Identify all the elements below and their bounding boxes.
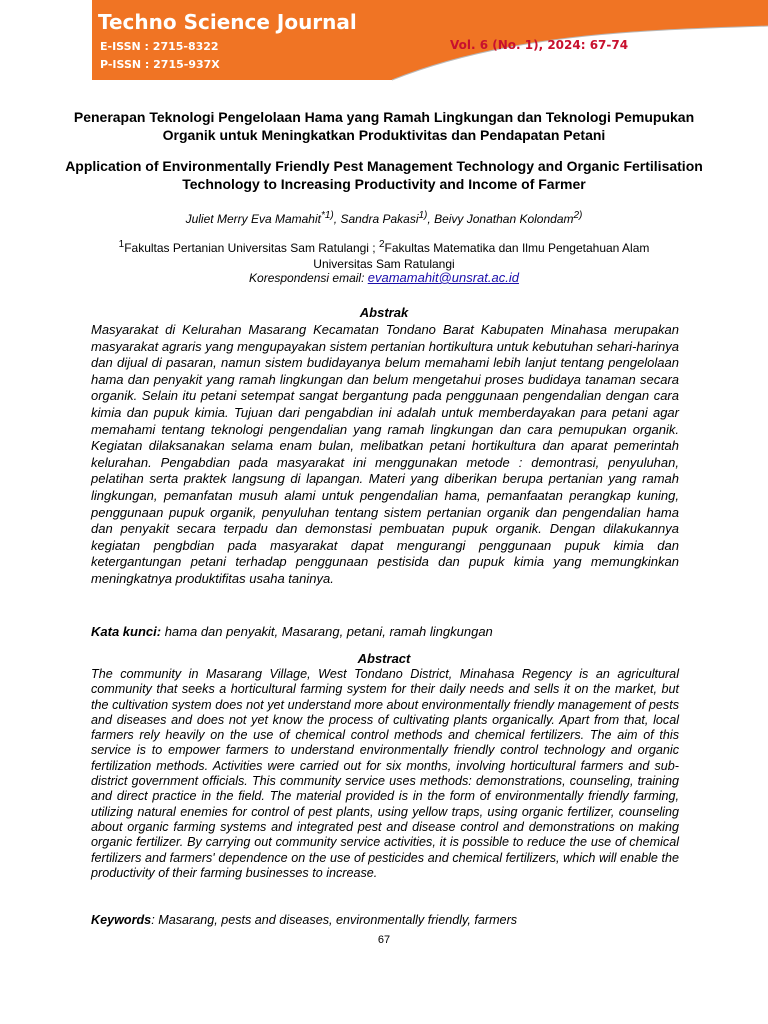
journal-name: Techno Science Journal (98, 10, 357, 34)
article-title-english: Application of Environmentally Friendly Pest Management Technology and Organic Fertilisation Technology to Increasing Productivity and Income of Farmer (65, 158, 703, 192)
kata-kunci-label: Kata kunci: (91, 624, 162, 639)
author-name: Beivy Jonathan Kolondam (434, 212, 574, 226)
keywords-line (91, 913, 691, 927)
affiliation-text: Fakultas Matematika dan Ilmu Pengetahuan Alam Universitas Sam Ratulangi (313, 241, 650, 271)
eissn-label: E-ISSN : 2715-8322 (100, 40, 219, 53)
abstract-body: The community in Masarang Village, West Tondano District, Minahasa Regency is an agricultural community that seeks a horticultural farming system for their daily needs and sells it on the market, but the cultivation system does not yet understand more about environmentally friendly management of pests and diseases and does not yet know the process of cultivating plants organically. Apart from that, local farmers rely heavily on the use of chemical control methods and chemical fertilizers. The aim of this service is to empower farmers to understand environmentally friendly control technology and organic fertilization methods. Activities were carried out for six months, involving horticultural farmers and sub-district government officials. This community service uses methods: demonstrations, counseling, training and direct practice in the field. The material provided is in the form of environmentally friendly farming, utilizing natural enemies for control of pest plants, using yellow traps, using organic fertilizer, counseling about organic farming systems and integrated pest and disease control and demonstrations on making organic fertilizer. By carrying out community service activities, it is possible to reduce the use of chemical fertilizers and farmers' dependence on the use of pesticides and chemical fertilizers, which will enable the productivity of their farming businesses to increase. (91, 667, 679, 880)
kata-kunci-line (91, 624, 691, 639)
affiliations (90, 237, 678, 272)
article-title-indonesian: Penerapan Teknologi Pengelolaan Hama yang Ramah Lingkungan dan Teknologi Pemupukan Organik untuk Meningkatkan Produktivitas dan Pendapatan Petani (73, 109, 695, 143)
affiliation-text: Fakultas Pertanian Universitas Sam Ratulangi ; (124, 241, 379, 255)
abstract-heading: Abstract (357, 651, 411, 666)
affiliation-sup: 1 (118, 239, 125, 250)
abstrak-body: Masyarakat di Kelurahan Masarang Kecamatan Tondano Barat Kabupaten Minahasa merupakan masyarakat agraris yang mengupayakan sistem pertanian hortikultura untuk kebutuhan sehari-harinya dan dijual di pasaran, namun sistem budidayanya belum memahami lebih lanjut tentang pengelolaan hama dan penyakit yang ramah lingkungan dan belum mengetahui proses budidaya tanaman secara organik. Selain itu petani setempat sangat bergantung pada penggunaan pengendalian dengan cara kimia dan pupuk kimia. Tujuan dari pengabdian ini adalah untuk memberdayakan para petani agar memahami tentang teknologi pengendalian yang ramah lingkungan dan cara pemupukan organik. Kegiatan dilaksanakan selama enam bulan, melibatkan petani hortikultura dan aparat pemerintah kelurahan. Pengabdian pada masyarakat ini menggunakan metode : demontrasi, penyuluhan, pelatihan serta praktek langsung di lapangan. Materi yang diberikan berupa pertanian yang ramah lingkungan, pemanfatan musuh alami untuk pengendalian hama, pemanfaatan perangkap kuning, penggunaan pupuk organik, penyuluhan tentang sistem pertanian organik dan pengendalian hama dan penyakit secara terpadu dan demonstasi pembuatan pupuk organik. Dengan dilakukannya kegiatan pengbdian pada masyarakat dapat mengurangi penggunaan pupuk kimia dan ketergantungan petani terhadap penggunaan pestisida dan pupuk kimia yang memungkinkan meningkatnya produktifitas usaha taninya. (91, 322, 679, 586)
author-sup: 1) (418, 210, 428, 221)
volume-info: Vol. 6 (No. 1), 2024: 67-74 (450, 38, 629, 52)
author-sup: *1) (320, 210, 334, 221)
correspondence (0, 270, 768, 285)
author-name: Sandra Pakasi (340, 212, 419, 226)
author-list: Juliet Merry Eva Mamahit$^{*1)}$, Sandra Pakasi$^{1)}$, Beivy Jonathan Kolondam$^{2)}$ (185, 210, 583, 226)
page-number: 67 (377, 934, 391, 946)
kata-kunci-values: hama dan penyakit, Masarang, petani, ramah lingkungan (161, 624, 493, 639)
affiliation-sup: 2 (378, 239, 385, 250)
author-sup: 2) (573, 210, 583, 221)
correspondence-email-link[interactable]: evamamahit@unsrat.ac.id (367, 270, 519, 285)
correspondence-label: Korespondensi email: (249, 271, 368, 285)
keywords-values: : Masarang, pests and diseases, environmentally friendly, farmers (151, 913, 518, 927)
keywords-label: Keywords (91, 913, 152, 927)
author-name: Juliet Merry Eva Mamahit (185, 212, 321, 226)
abstrak-heading: Abstrak (359, 305, 409, 320)
pissn-label: P-ISSN : 2715-937X (100, 58, 220, 71)
